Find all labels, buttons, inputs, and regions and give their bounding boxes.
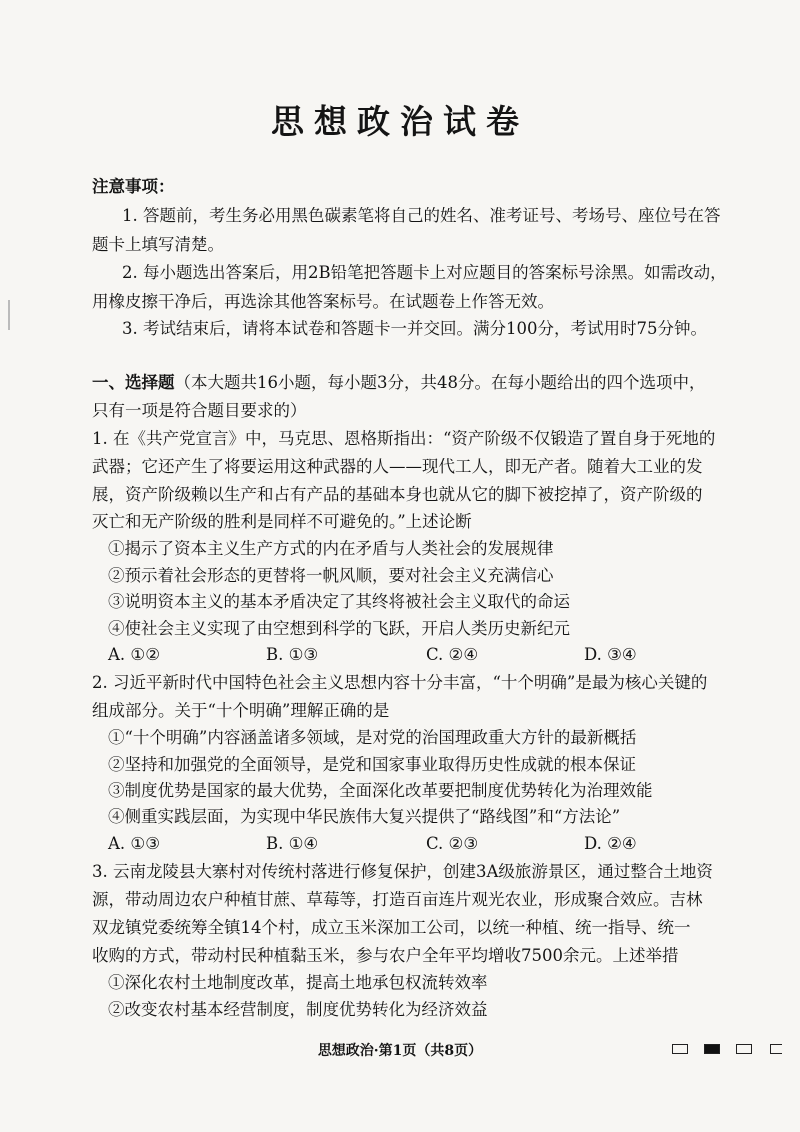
- q2-item: ④侧重实践层面，为实现中华民族伟大复兴提供了“路线图”和“方法论”: [108, 807, 621, 826]
- q1-item: ④使社会主义实现了由空想到科学的飞跃，开启人类历史新纪元: [108, 619, 570, 638]
- q2-option-d: D. ②④: [584, 834, 637, 853]
- q1-item: ③说明资本主义的基本矛盾决定了其终将被社会主义取代的命运: [108, 592, 570, 611]
- notice-line: 2. 每小题选出答案后，用2B铅笔把答题卡上对应题目的答案标号涂黑。如需改动，: [122, 263, 727, 282]
- page-mark-empty: [672, 1044, 688, 1054]
- q2-stem-line: 2. 习近平新时代中国特色社会主义思想内容十分丰富，“十个明确”是最为核心关键的: [92, 673, 708, 692]
- q1-option-b: B. ①③: [266, 645, 319, 664]
- q2-option-a: A. ①③: [108, 834, 160, 853]
- q1-item: ②预示着社会形态的更替将一帆风顺，要对社会主义充满信心: [108, 566, 554, 585]
- q3-stem-line: 收购的方式，带动村民种植黏玉米，参与农户全年平均增收7500余元。上述举措: [92, 946, 679, 965]
- q2-stem-line: 组成部分。关于“十个明确”理解正确的是: [92, 701, 390, 720]
- q2-item: ②坚持和加强党的全面领导，是党和国家事业取得历史性成就的根本保证: [108, 755, 636, 774]
- q2-item: ③制度优势是国家的最大优势，全面深化改革要把制度优势转化为治理效能: [108, 781, 653, 800]
- paper-title: 思想政治试卷: [271, 102, 529, 141]
- q1-stem-line: 武器；它还产生了将要运用这种武器的人——现代工人，即无产者。随着大工业的发: [92, 457, 703, 476]
- q1-stem-line: 展，资产阶级赖以生产和占有产品的基础本身也就从它的脚下被挖掉了，资产阶级的: [92, 485, 703, 504]
- q3-stem-line: 双龙镇党委统筹全镇14个村，成立玉米深加工公司，以统一种植、统一指导、统一: [92, 918, 691, 937]
- q2-item: ①“十个明确”内容涵盖诸多领域，是对党的治国理政重大方针的最新概括: [108, 728, 637, 747]
- section-desc: （本大题共16小题，每小题3分，共48分。在每小题给出的四个选项中，: [174, 373, 706, 392]
- notice-line: 题卡上填写清楚。: [92, 235, 224, 254]
- q3-stem-line: 源，带动周边农户种植甘蔗、草莓等，打造百亩连片观光农业，形成聚合效应。吉林: [92, 890, 703, 909]
- section-label: 一、选择题: [92, 373, 175, 392]
- q2-option-c: C. ②③: [426, 834, 479, 853]
- q1-item: ①揭示了资本主义生产方式的内在矛盾与人类社会的发展规律: [108, 539, 554, 558]
- section-header: [92, 372, 762, 394]
- q3-item: ②改变农村基本经营制度，制度优势转化为经济效益: [108, 1000, 488, 1019]
- q2-option-b: B. ①④: [266, 834, 319, 853]
- q1-option-d: D. ③④: [584, 645, 637, 664]
- q1-stem-line: 1. 在《共产党宣言》中，马克思、恩格斯指出：“资产阶级不仅锻造了置自身于死地的: [92, 429, 716, 448]
- notice-line: 3. 考试结束后，请将本试卷和答题卡一并交回。满分100分，考试用时75分钟。: [122, 319, 707, 338]
- page-mark-partial: [770, 1044, 782, 1054]
- notice-heading: 注意事项：: [92, 177, 175, 196]
- q1-stem-line: 灭亡和无产阶级的胜利是同样不可避免的。”上述论断: [92, 512, 472, 531]
- section-desc-line: 只有一项是符合题目要求的）: [92, 401, 307, 420]
- notice-line: 1. 答题前，考生务必用黑色碳素笔将自己的姓名、准考证号、考场号、座位号在答: [122, 206, 721, 225]
- q3-item: ①深化农村土地制度改革，提高土地承包权流转效率: [108, 973, 488, 992]
- notice-line: 用橡皮擦干净后，再选涂其他答案标号。在试题卷上作答无效。: [92, 292, 554, 311]
- page-mark-filled: [704, 1044, 720, 1054]
- page-mark-empty: [736, 1044, 752, 1054]
- q3-stem-line: 3. 云南龙陵县大寨村对传统村落进行修复保护，创建3A级旅游景区，通过整合土地资: [92, 862, 713, 881]
- page-footer: 思想政治·第1页（共8页）: [317, 1043, 483, 1059]
- scan-edge-mark: [8, 300, 10, 330]
- q1-option-a: A. ①②: [108, 645, 160, 664]
- q1-option-c: C. ②④: [426, 645, 479, 664]
- page-marks: [672, 1042, 792, 1058]
